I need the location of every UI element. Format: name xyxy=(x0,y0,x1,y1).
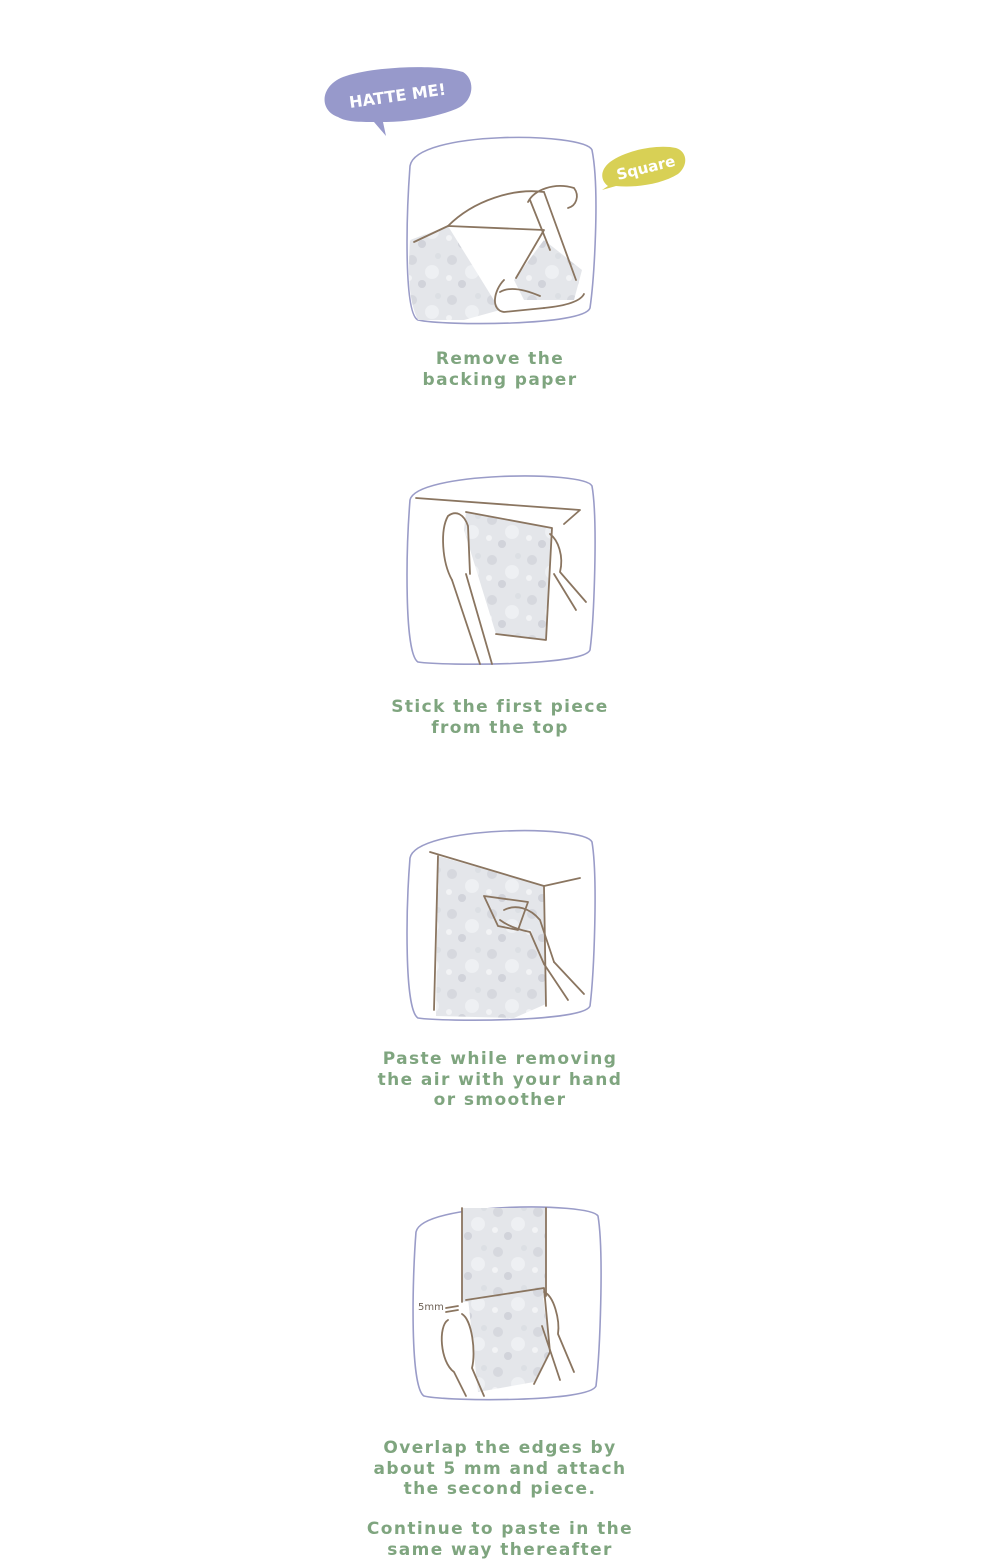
step-2-illustration xyxy=(404,470,598,666)
step-2-caption-line: Stick the first piece xyxy=(391,697,609,717)
step-1-caption-line: backing paper xyxy=(422,369,578,390)
footer-caption-line: Continue to paste in the xyxy=(366,1519,634,1539)
step-1-caption-line: Remove the xyxy=(435,349,565,369)
step-2-caption-line: from the top xyxy=(431,717,569,738)
step-4-measure-label: 5mm xyxy=(418,1302,444,1313)
step-4-caption-line: Overlap the edges by xyxy=(383,1438,617,1458)
step-1-illustration xyxy=(404,130,598,326)
step-4-illustration xyxy=(410,1202,604,1404)
step-3-caption-line: Paste while removing xyxy=(382,1049,618,1069)
step-3-caption-line: or smoother xyxy=(433,1090,567,1110)
brand-bubble-text: HATTE ME! xyxy=(347,79,447,112)
step-4-caption xyxy=(300,1438,700,1500)
type-bubble xyxy=(596,142,691,192)
step-3-caption xyxy=(300,1049,700,1111)
step-4-caption-line: about 5 mm and attach xyxy=(373,1458,627,1479)
step-1-caption xyxy=(300,349,700,390)
type-bubble-text: Square xyxy=(614,151,678,184)
step-3-caption-line: the air with your hand xyxy=(377,1069,623,1090)
footer-caption xyxy=(300,1519,700,1560)
step-3-illustration xyxy=(404,824,598,1022)
step-4-caption-line: the second piece. xyxy=(403,1479,597,1499)
step-2-caption xyxy=(300,697,700,738)
footer-caption-line: same way thereafter xyxy=(387,1539,613,1560)
